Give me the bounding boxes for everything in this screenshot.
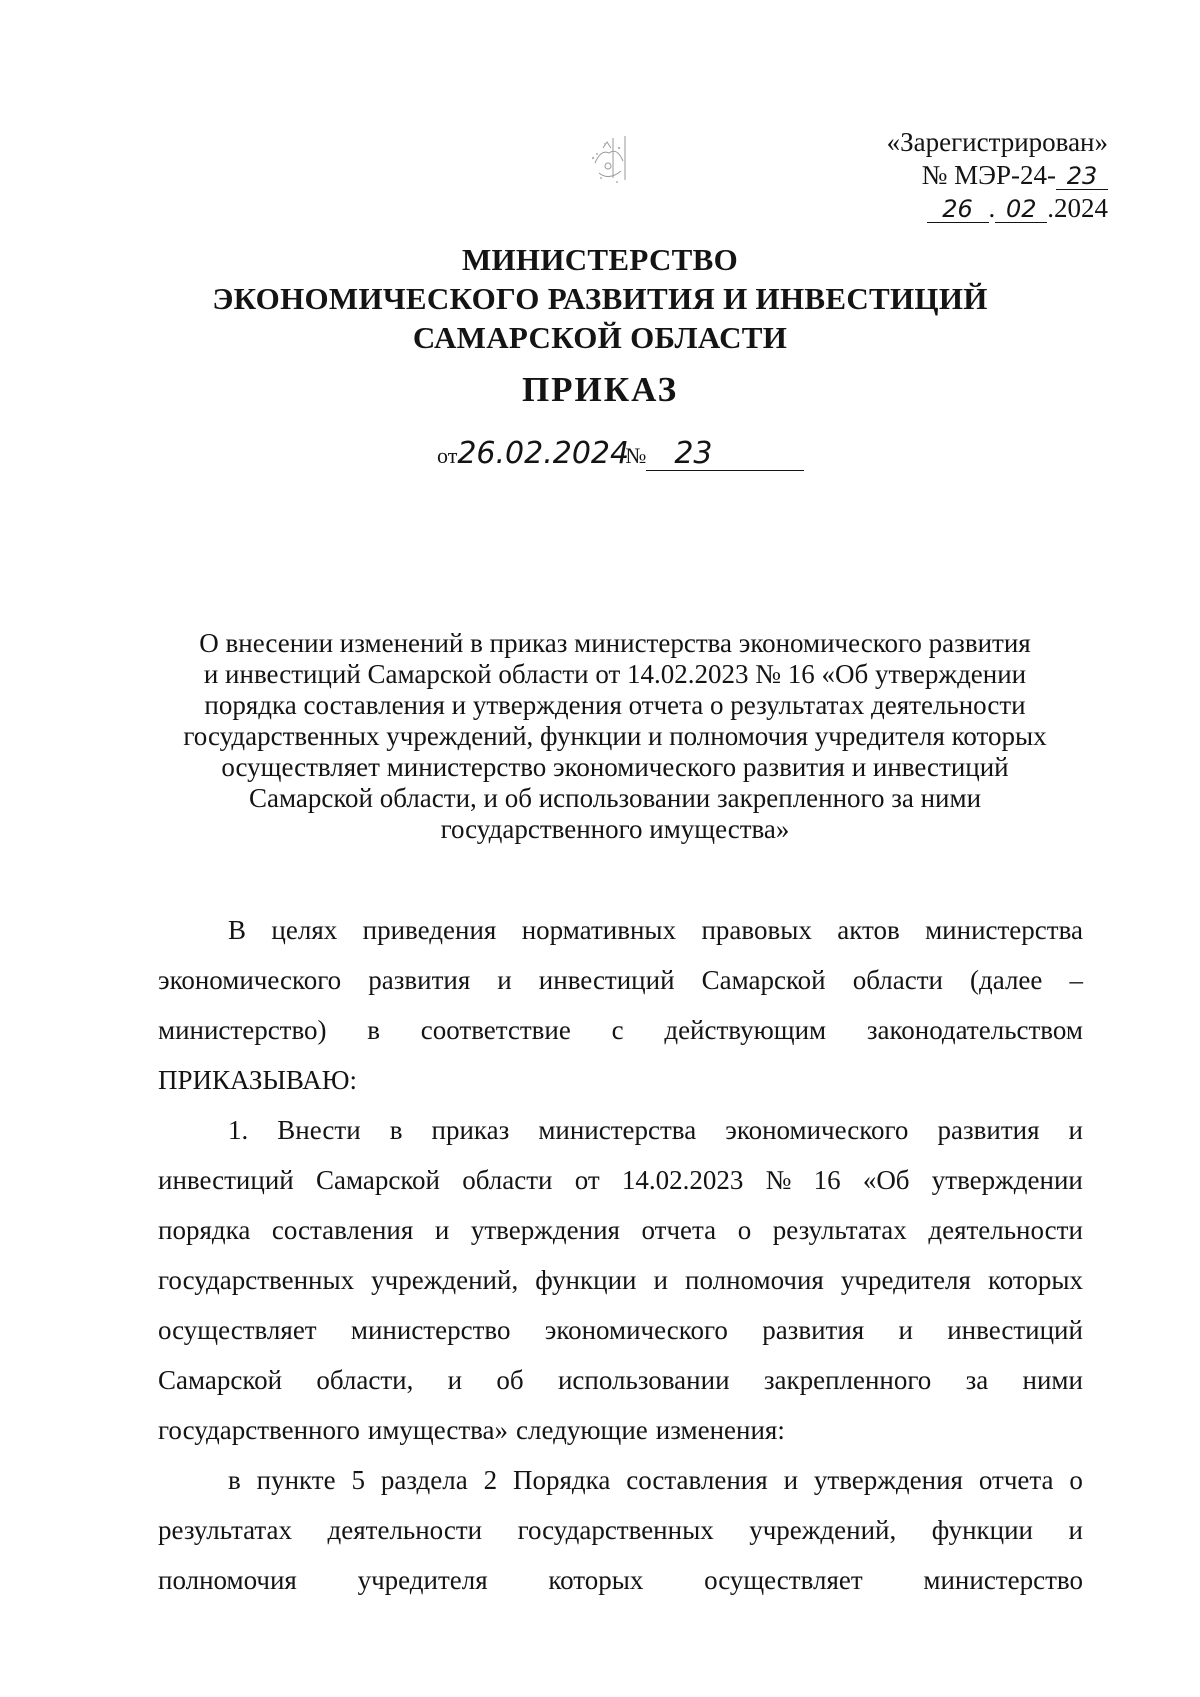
order-number-line [437,438,804,471]
body-word: об [496,1365,524,1395]
order-date-handwritten: 26.02.2024 [457,436,630,471]
body-line [158,1405,1083,1455]
body-word: отчета [641,1215,717,1245]
body-word: развития [762,1315,865,1345]
body-word: (далее [970,965,1043,995]
body-word: соответствие [420,1015,571,1045]
registration-number [887,159,1108,192]
body-line [158,1155,1083,1205]
body-word: за [965,1365,989,1395]
body-word: министерства [925,915,1083,945]
body-line [158,1205,1083,1255]
body-word: пункте [256,1465,336,1495]
registration-block [887,126,1108,225]
body-word: и [447,1365,463,1395]
title-line: Самарской области, и об использовании закрепленного за ними [248,783,982,813]
body-word: учреждений, [749,1515,897,1545]
body-word: государственных [158,1265,355,1295]
body-line [158,1555,1083,1605]
body-word: в [228,1465,241,1495]
body-word: области, [316,1365,414,1395]
body-word: использовании [557,1365,730,1395]
body-word: министерства [538,1115,697,1145]
registration-date [887,192,1108,225]
body-word: области [852,965,943,995]
body-word: отчета [978,1465,1054,1495]
body-word: «Об [862,1165,910,1195]
body-word: нормативных [521,915,677,945]
body-word: 16 [813,1165,841,1195]
body-word: которых [987,1265,1083,1295]
body-word: в [389,1115,403,1145]
body-word: с [611,1015,624,1045]
registration-date-day: 26 [927,196,989,223]
body-word: о [1069,1465,1083,1495]
body-word: экономического [158,965,342,995]
body-word: В [228,915,247,945]
body-line [158,905,1083,955]
body-word: приказ [431,1115,510,1145]
body-word: министерство [350,1315,511,1345]
body-word: инвестиций [538,965,675,995]
body-word: области [462,1165,553,1195]
registration-number-handwritten: 23 [1056,163,1108,190]
title-line: государственного имущества» [440,814,790,844]
ministry-header [150,240,1050,357]
body-word: и [434,1215,450,1245]
body-word: полномочия [685,1265,824,1295]
body-word: и [1068,1115,1083,1145]
body-word: осуществляет [704,1565,863,1595]
body-word: Самарской [158,1365,283,1395]
title-line: порядка составления и утверждения отчета о результатах деятельности [204,690,1026,720]
body-word: изменения: [655,1415,785,1445]
body-word: и [653,1265,668,1295]
order-from-label: от [437,443,458,468]
body-word: 14.02.2023 [621,1165,744,1195]
body-word: Внести [277,1115,361,1145]
ministry-line-3: САМАРСКОЙ ОБЛАСТИ [412,320,788,355]
body-word: приведения [362,915,497,945]
body-word: деятельности [327,1515,483,1545]
body-word: учредителя [840,1265,971,1295]
body-word: – [1069,965,1083,995]
body-word: государственных [517,1515,714,1545]
body-word: составления [271,1215,414,1245]
body-word: правовых [701,915,812,945]
body-word: раздела [380,1465,468,1495]
body-line [158,1105,1083,1155]
body-word: ПРИКАЗЫВАЮ: [158,1065,357,1095]
registration-date-sep: . [988,193,996,223]
body-word: Порядка [513,1465,611,1495]
document-body [158,905,1083,1605]
body-word: утверждения [813,1465,963,1495]
title-line: О внесении изменений в приказ министерства экономического развития [199,628,1031,658]
body-line [158,1455,1083,1505]
body-word: Самарской [315,1165,441,1195]
ministry-line-1: МИНИСТЕРСТВО [461,242,739,277]
body-word: и [497,965,512,995]
title-line: и инвестиций Самарской области от 14.02.2023 № 16 «Об утверждении [203,659,1027,689]
body-word: закрепленного [763,1365,932,1395]
body-word: 1. [228,1115,249,1145]
body-word: результатах [772,1215,907,1245]
body-word: утверждении [931,1165,1083,1195]
body-line [158,1005,1083,1055]
body-word: государственного [158,1415,360,1445]
body-word: действующим [664,1015,827,1045]
registration-status: «Зарегистрирован» [886,127,1108,157]
body-word: целях [271,915,338,945]
registration-date-year: .2024 [1047,193,1108,223]
body-word: учредителя [357,1565,488,1595]
order-number-handwritten: 23 [646,438,804,471]
body-word: законодательством [866,1015,1083,1045]
state-emblem-icon [575,118,645,198]
body-word: осуществляет [158,1315,317,1345]
body-word: министерство) [158,1015,327,1045]
body-line [158,1355,1083,1405]
title-line: осуществляет министерство экономического развития и инвестиций [221,752,1009,782]
body-word: экономического [725,1115,909,1145]
body-word: результатах [158,1515,293,1545]
body-word: составления [626,1465,768,1495]
body-line [158,1505,1083,1555]
body-word: актов [837,915,900,945]
body-word: инвестиций [158,1165,294,1195]
body-word: следующие [516,1415,648,1445]
ministry-line-2: ЭКОНОМИЧЕСКОГО РАЗВИТИЯ И ИНВЕСТИЦИЙ [212,281,988,316]
body-word: функции [535,1265,637,1295]
body-line [158,1305,1083,1355]
body-word: утверждения [470,1215,620,1245]
body-word: развития [937,1115,1040,1145]
body-word: о [737,1215,752,1245]
body-word: инвестиций [947,1315,1083,1345]
body-word: функции [931,1515,1034,1545]
body-word: экономического [544,1315,728,1345]
registration-date-month: 02 [995,196,1047,223]
body-line [158,955,1083,1005]
body-word: учреждений, [371,1265,519,1295]
body-word: которых [548,1565,644,1595]
document-title [150,628,1080,845]
body-word: № [765,1165,792,1195]
body-word: имущества» [367,1415,509,1445]
order-number-label: № [625,443,647,468]
body-word: деятельности [928,1215,1083,1245]
title-line: государственных учреждений, функции и полномочия учредителя которых [183,721,1047,751]
body-word: Самарской [701,965,826,995]
body-word: полномочия [158,1565,297,1595]
body-word: 5 [351,1465,365,1495]
body-line [158,1255,1083,1305]
body-word: развития [368,965,471,995]
body-word: и [1068,1515,1083,1545]
body-word: ними [1022,1365,1083,1395]
body-word: министерство [923,1565,1083,1595]
body-word: от [574,1165,600,1195]
body-word: порядка [158,1215,251,1245]
document-type: ПРИКАЗ [521,370,679,409]
body-word: 2 [483,1465,498,1495]
registration-number-prefix: № МЭР-24- [921,160,1056,190]
body-word: и [898,1315,913,1345]
body-line [158,1055,1083,1105]
body-word: и [783,1465,799,1495]
body-word: в [367,1015,381,1045]
